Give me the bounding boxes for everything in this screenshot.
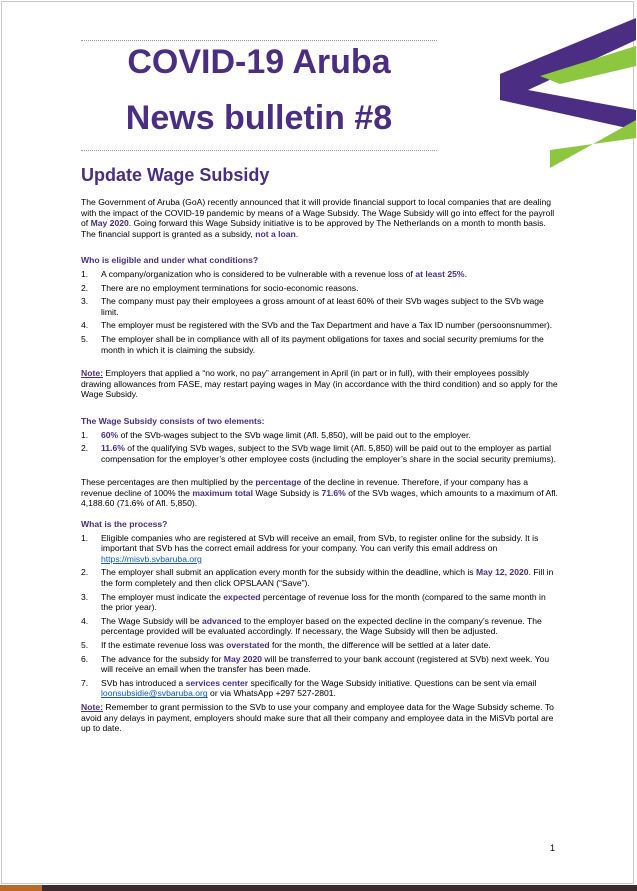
highlight-text: overstated <box>226 640 270 650</box>
text-run: The Wage Subsidy will be <box>101 615 202 626</box>
eligible-heading: Who is eligible and under what conditions? <box>81 255 259 266</box>
list-number: 2. <box>81 443 89 454</box>
text-run: specifically for the Wage Subsidy initiative. Questions can be sent via email <box>248 677 537 688</box>
link[interactable]: https://misvb.svbaruba.org <box>101 553 202 564</box>
text-run: Wage Subsidy is <box>252 487 322 498</box>
highlight-text: advanced <box>201 615 242 626</box>
process-heading: What is the process? <box>81 519 168 530</box>
list-number: 2. <box>81 282 89 293</box>
note1-label: Note: <box>81 368 103 379</box>
text-run: of the qualifying SVb wages, subject to the SVb wage limit (Afl. 5,850) will be paid out to the employer as partial compensation for the employer’s other employee costs (including the employer’s share in the social security premiums). <box>101 443 557 464</box>
bulletin-title-line2: News bulletin #8 <box>125 99 393 137</box>
list-number: 2. <box>81 567 89 578</box>
section-heading: Update Wage Subsidy <box>81 165 270 185</box>
intro-paragraph <box>81 197 559 239</box>
list-number: 6. <box>81 653 89 664</box>
list-item <box>81 533 559 565</box>
text-run: SVb has introduced a <box>101 677 186 688</box>
list-item <box>81 616 559 637</box>
text-run: If the estimate revenue loss was <box>101 640 227 650</box>
elements-heading: The Wage Subsidy consists of two elements: <box>81 415 265 426</box>
text-run: will be transferred to your bank account (registered at SVb) next week. You will receive an email when the transfer has been made. <box>101 653 550 675</box>
highlight-text: 71.6% <box>321 487 346 498</box>
list-item <box>81 592 559 613</box>
list-number: 7. <box>81 677 89 688</box>
text-run: or via WhatsApp +297 527-2801. <box>207 688 336 699</box>
list-item <box>81 334 559 355</box>
highlight-text: May 12, 2020 <box>475 567 529 578</box>
text-run: The company must pay their employees a gross amount of at least 60% of their SVb wages subject to the SVb wage limit. <box>101 296 544 317</box>
note2-text: Remember to grant permission to the SVb to use your company and employee data for the Wage Subsidy scheme. To avoid any delays in payment, employers should make sure that all their company and employee data in the MiSVb portal are up to date. <box>81 701 554 734</box>
text-run: for the month, the difference will be settled at a later date. <box>269 640 491 650</box>
text-run: percentage of revenue loss for the month (compared to the same month in the prior year). <box>101 591 546 613</box>
list-number: 1. <box>81 429 89 440</box>
bottom-bar <box>0 885 637 891</box>
text-run: Eligible companies who are registered at SVb will receive an email, from SVb, to register online for the subsidy. It is important that SVb has the correct email address for your company. You can verify this email address on <box>101 532 539 554</box>
list-item <box>81 283 559 294</box>
highlight-text: 11.6% <box>101 443 125 454</box>
bulletin-body <box>81 197 559 734</box>
text-run: to the employer based on the expected decline in the company’s revenue. The percentage provided will be evaluated accordingly. If necessary, the Wage Subsidy will then be adjusted. <box>101 615 542 637</box>
list-number: 5. <box>81 640 89 650</box>
process-list <box>81 533 559 699</box>
highlight-text: maximum total <box>192 487 253 498</box>
highlight-text: 60% <box>101 429 119 440</box>
list-item <box>81 269 559 280</box>
title-rule-bottom <box>81 150 437 151</box>
text-run: of the decline in revenue. Therefore, if your company has a revenue decline of 100% the <box>81 477 528 498</box>
note2-label: Note: <box>81 701 103 712</box>
page-number: 1 <box>550 843 556 853</box>
text-run: . Fill in the form completely and then click OPSLAAN (“Save”). <box>101 567 554 589</box>
list-number: 3. <box>81 591 89 602</box>
link[interactable]: loonsubsidie@svbaruba.org <box>101 688 208 699</box>
highlight-text: expected <box>223 591 261 602</box>
note1-text: Employers that applied a “no work, no pay” arrangement in April (in part or in full), with their employees possibly drawing allowances from FASE, may restart paying wages in May (in accordance with the third condition) and so apply for the Wage Subsidy. <box>81 368 558 400</box>
text-run: The Government of Aruba (GoA) recently announced that it will provide financial support to local companies that are dealing with the impact of the COVID-19 pandemic by means of a Wage Subsidy. The Wage Subsidy will go into effect for the payroll of <box>81 197 555 229</box>
list-number: 4. <box>81 320 89 331</box>
text-run: of the SVb-wages subject to the SVb wage limit (Afl. 5,850), will be paid out to the employer. <box>118 429 471 440</box>
list-item <box>81 443 559 464</box>
list-item <box>81 654 559 675</box>
highlight-text: at least 25% <box>415 268 465 279</box>
text-run: of the SVb wages, which amounts to a maximum of Afl. 4,188.60 (71.6% of Afl. 5,850). <box>81 487 558 509</box>
list-item <box>81 296 559 317</box>
list-number: 1. <box>81 268 89 279</box>
text-run: . Going forward this Wage Subsidy initiative is to be approved by The Netherlands on a month to month basis. The financial support is granted as a subsidy, <box>81 218 546 239</box>
text-run: The employer must indicate the <box>101 591 224 602</box>
text-run: The employer must be registered with the SVb and the Tax Department and have a Tax ID number (persoonsnummer). <box>101 320 553 331</box>
highlight-text: not a loan <box>255 228 296 239</box>
highlight-text: May 2020 <box>223 653 263 664</box>
bulletin-title-line1: COVID-19 Aruba <box>127 43 391 81</box>
list-number: 3. <box>81 296 89 307</box>
text-run: . <box>295 228 299 239</box>
list-item <box>81 567 559 588</box>
percentages-paragraph <box>81 477 559 509</box>
text-run: The advance for the subsidy for <box>101 653 224 664</box>
list-number: 1. <box>81 532 89 543</box>
text-run: The employer shall submit an application every month for the subsidy within the deadline, which is <box>101 567 476 578</box>
elements-list <box>81 430 559 465</box>
list-number: 4. <box>81 615 89 626</box>
svb-logo-chevrons <box>500 18 636 168</box>
highlight-text: services center <box>185 677 249 688</box>
text-run: . <box>464 268 467 279</box>
list-item <box>81 678 559 699</box>
highlight-text: May 2020 <box>90 218 129 229</box>
note2-paragraph <box>81 702 559 734</box>
text-run: There are no employment terminations for socio-economic reasons. <box>101 282 359 293</box>
text-run: The employer shall be in compliance with all of its payment obligations for taxes and social security premiums for the month in which it is claiming the subsidy. <box>101 333 544 355</box>
eligible-list <box>81 269 559 355</box>
list-item <box>81 320 559 331</box>
list-item <box>81 430 559 441</box>
title-rule-top <box>81 40 437 41</box>
text-run: A company/organization who is considered to be vulnerable with a revenue loss of <box>101 268 416 279</box>
list-item <box>81 640 559 651</box>
note1-paragraph <box>81 368 559 400</box>
text-run: These percentages are then multiplied by the <box>81 477 256 488</box>
list-number: 5. <box>81 333 89 344</box>
highlight-text: percentage <box>255 477 302 488</box>
